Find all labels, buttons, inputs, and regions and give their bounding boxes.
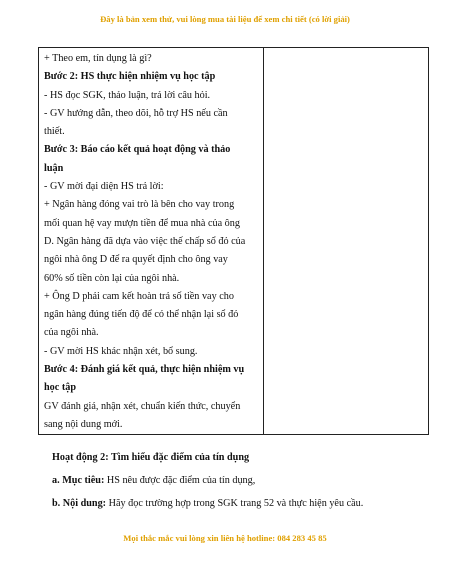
answer-1-line-3: D. Ngân hàng đã dựa vào việc thế chấp sổ đỏ của [44, 235, 246, 247]
step-2-line-2: - GV hướng dẫn, theo dõi, hỗ trợ HS nếu cần [44, 107, 228, 119]
step-2-heading: Bước 2: HS thực hiện nhiệm vụ học tập [44, 71, 216, 83]
lesson-table [38, 47, 429, 435]
step-3-line-2: - GV mời HS khác nhận xét, bổ sung. [44, 345, 198, 357]
activity-2-section [52, 446, 432, 515]
answer-1-line-1: + Ngân hàng đóng vai trò là bên cho vay trong [44, 199, 235, 211]
content-label: b. Nội dung: [52, 498, 107, 509]
activity-steps-cell [39, 48, 264, 435]
step-3-heading: Bước 3: Báo cáo kết quả hoạt động và thảo [44, 144, 231, 156]
goal-line [52, 469, 432, 492]
empty-column-cell [264, 48, 429, 435]
answer-1-line-5: 60% số tiền còn lại của ngôi nhà. [44, 272, 180, 284]
goal-text: HS nêu được đặc điểm của tín dụng, [104, 475, 256, 486]
step-2-line-3: thiết. [44, 126, 65, 138]
hotline-footer: Mọi thắc mắc vui lòng xin liên hệ hotline: 084 283 45 85 [123, 533, 327, 543]
goal-label: a. Mục tiêu: [52, 475, 105, 486]
step-3-heading-cont: luận [44, 162, 64, 174]
answer-2-line-2: ngân hàng đúng tiến độ để có thể nhận lại sổ đỏ [44, 309, 239, 321]
answer-1-line-4: ngôi nhà ông D để ra quyết định cho ông vay [44, 254, 228, 266]
step-4-heading-cont: học tập [44, 382, 76, 394]
step-4-heading: Bước 4: Đánh giá kết quả, thực hiện nhiệm vụ [44, 364, 245, 376]
step-4-line-2: sang nội dung mới. [44, 418, 123, 430]
step-2-line-1: - HS đọc SGK, thảo luận, trả lời câu hỏi. [44, 89, 211, 101]
answer-1-line-2: mối quan hệ vay mượn tiền để mua nhà của ông [44, 217, 240, 229]
step-4-line-1: GV đánh giá, nhận xét, chuẩn kiến thức, chuyển [44, 400, 241, 412]
preview-banner: Đây là bản xem thử, vui lòng mua tài liệu để xem chi tiết (có lời giải) [100, 14, 350, 24]
answer-2-line-1: + Ông D phải cam kết hoàn trả số tiền vay cho [44, 290, 234, 302]
activity-2-title: Hoạt động 2: Tìm hiểu đặc điểm của tín dụng [52, 452, 250, 463]
step-3-line-1: - GV mời đại diện HS trả lời: [44, 181, 164, 193]
question-line: + Theo em, tín dụng là gì? [44, 53, 152, 64]
content-text: Hãy đọc trường hợp trong SGK trang 52 và thực hiện yêu cầu. [106, 498, 364, 509]
answer-2-line-3: của ngôi nhà. [44, 327, 99, 339]
content-line [52, 492, 432, 515]
